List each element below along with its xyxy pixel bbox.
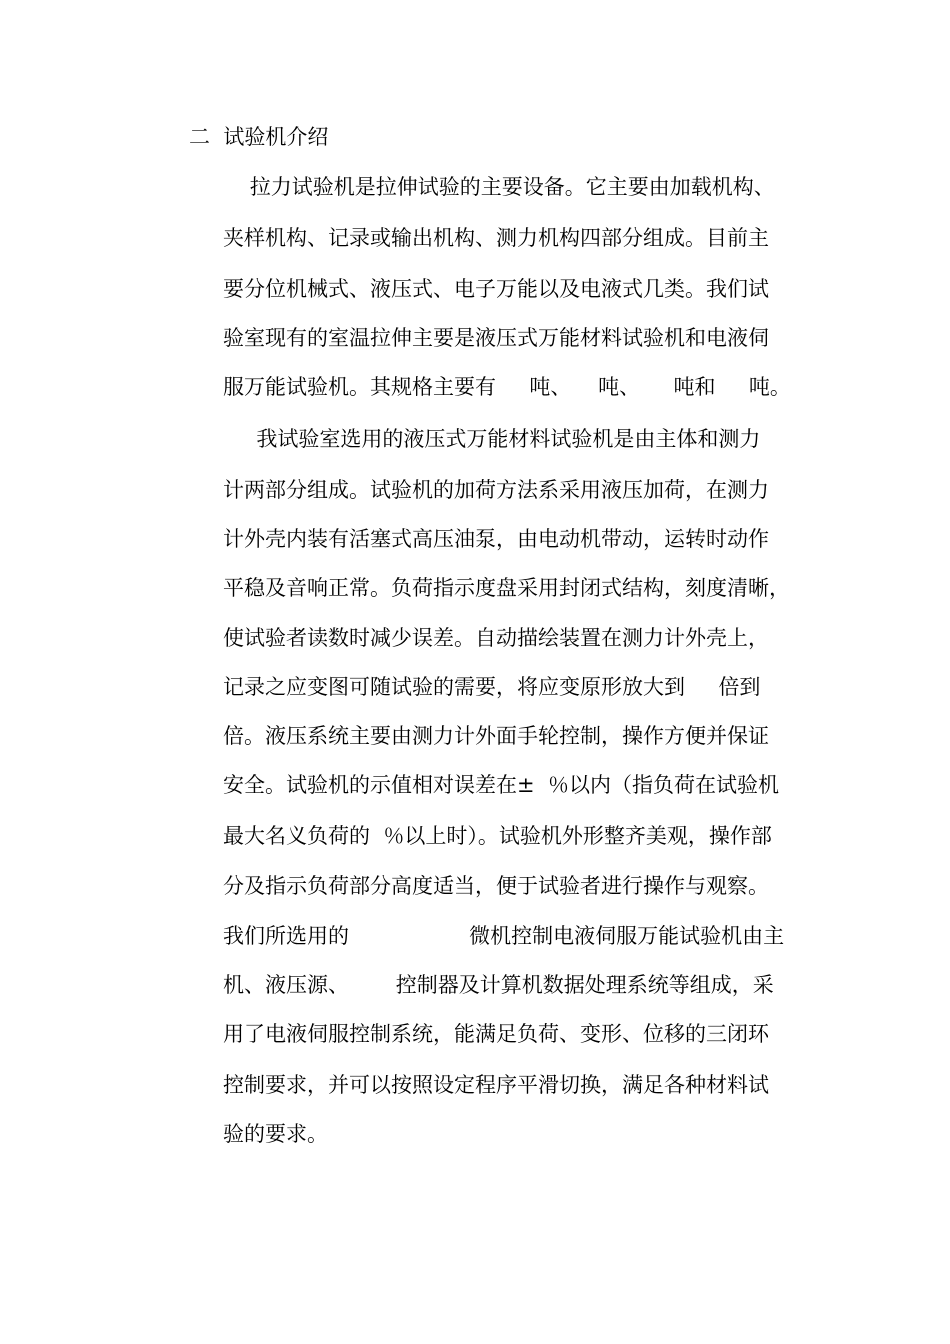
paragraph-line: 使试验者读数时减少误差。自动描绘装置在测力计外壳上， [223,626,769,650]
paragraph-line: 验的要求。 [223,1122,328,1146]
paragraph-line: 夹样机构、记录或输出机构、测力机构四部分组成。目前主 [223,226,769,250]
paragraph-line: 用了电液伺服控制系统，能满足负荷、变形、位移的三闭环 [223,1022,769,1046]
paragraph-line: 机、液压源、 控制器及计算机数据处理系统等组成，采 [223,973,774,997]
paragraph-line: 拉力试验机是拉伸试验的主要设备。它主要由加载机构、 [223,175,775,199]
paragraph-line: 我们所选用的 微机控制电液伺服万能试验机由主 [223,924,785,948]
paragraph-line: 最大名义负荷的 ％以上时）。试验机外形整齐美观，操作部 [223,824,772,848]
paragraph-line: 计外壳内装有活塞式高压油泵，由电动机带动，运转时动作 [223,527,769,551]
section-heading: 二 试验机介绍 [189,125,329,149]
paragraph-line: 验室现有的室温拉伸主要是液压式万能材料试验机和电液伺 [223,326,769,350]
paragraph-line: 控制要求，并可以按照设定程序平滑切换，满足各种材料试 [223,1073,769,1097]
paragraph-line: 我试验室选用的液压式万能材料试验机是由主体和测力 [223,427,761,451]
paragraph-line: 分及指示负荷部分高度适当，便于试验者进行操作与观察。 [223,874,769,898]
paragraph-line: 服万能试验机。其规格主要有 吨、 吨、 吨和 吨。 [223,375,791,399]
paragraph-line: 倍。液压系统主要由测力计外面手轮控制，操作方便并保证 [223,724,769,748]
paragraph-line: 计两部分组成。试验机的加荷方法系采用液压加荷，在测力 [223,478,769,502]
paragraph-line: 记录之应变图可随试验的需要，将应变原形放大到 倍到 [223,675,761,699]
paragraph-line: 要分位机械式、液压式、电子万能以及电液式几类。我们试 [223,277,769,301]
paragraph-line: 平稳及音响正常。负荷指示度盘采用封闭式结构，刻度清晰， [223,576,790,600]
paragraph-line: 安全。试验机的示值相对误差在± ％以内（指负荷在试验机 [223,773,779,797]
